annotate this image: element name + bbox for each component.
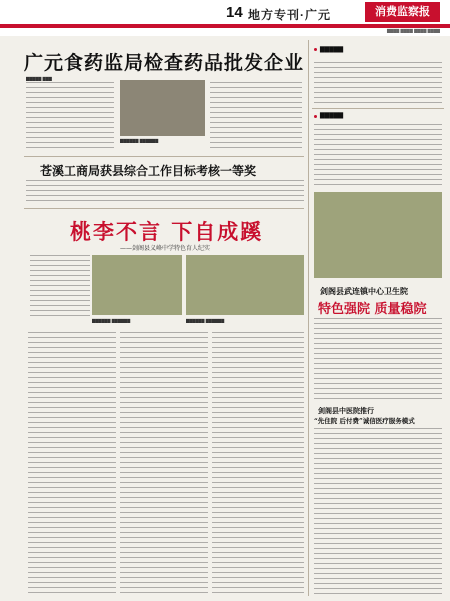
divider bbox=[312, 108, 444, 109]
divider bbox=[24, 208, 304, 209]
article-body-clinic bbox=[314, 318, 442, 400]
article-body-school-3 bbox=[212, 332, 304, 594]
newspaper-logo: 消费监察报 bbox=[365, 2, 440, 22]
headline-school: 桃李不言 下自成蹊 bbox=[70, 219, 264, 244]
headline-clinic: 剑阁县武连镇中心卫生院 bbox=[320, 286, 408, 296]
article-body-hospital bbox=[314, 428, 442, 594]
column-rule bbox=[308, 40, 309, 596]
photo-caption-2: ▇▇▇▇▇▇ ▇▇▇▇▇▇ bbox=[92, 318, 131, 323]
photo-caption-1: ▇▇▇▇▇▇ ▇▇▇▇▇▇ bbox=[120, 138, 159, 143]
article-body-right-1 bbox=[314, 62, 442, 104]
masthead bbox=[0, 0, 450, 36]
bullet-icon bbox=[314, 115, 317, 118]
inspection-photo bbox=[120, 80, 205, 136]
header-rule bbox=[0, 24, 450, 28]
headline-drug-inspection: 广元食药监局检查药品批发企业 bbox=[24, 52, 305, 74]
headline-right-2: ▇▇▇▇▇ bbox=[320, 112, 344, 119]
headline-hospital: 剑阁县中医院推行 bbox=[318, 406, 374, 415]
article-body-commerce bbox=[26, 180, 304, 204]
subtitle-hospital: “先住院 后付费”诚信医疗服务模式 bbox=[314, 417, 415, 425]
bullet-icon bbox=[314, 48, 317, 51]
article-body-school-intro bbox=[30, 255, 90, 317]
article-body-drug bbox=[26, 82, 114, 152]
subtitle-school: ——剑阁县义峰中学特色育人纪实 bbox=[120, 245, 211, 252]
page-number: 14 bbox=[226, 4, 243, 21]
article-body-right-2 bbox=[314, 124, 442, 188]
article-body-school-1 bbox=[28, 332, 116, 594]
article-body-school-2 bbox=[120, 332, 208, 594]
divider bbox=[24, 156, 304, 157]
headline-right-1: ▇▇▇▇▇ bbox=[320, 46, 344, 53]
section-title: 地方专刊·广元 bbox=[248, 8, 331, 22]
photo-caption-3: ▇▇▇▇▇▇ ▇▇▇▇▇▇ bbox=[186, 318, 225, 323]
headline-commerce-bureau: 苍溪工商局获县综合工作目标考核一等奖 bbox=[40, 164, 257, 178]
school-photo-2 bbox=[186, 255, 304, 315]
school-photo-1 bbox=[92, 255, 182, 315]
byline-drug: ▇▇▇▇▇ ▇▇▇ bbox=[26, 76, 52, 81]
article-body-drug-2 bbox=[210, 82, 302, 152]
subtitle-clinic: 特色强院 质量稳院 bbox=[318, 302, 427, 317]
clinic-photo bbox=[314, 192, 442, 278]
edition-meta: ▇▇▇▇ ▇▇▇▇ ▇▇▇▇ ▇▇▇▇ bbox=[386, 28, 440, 33]
